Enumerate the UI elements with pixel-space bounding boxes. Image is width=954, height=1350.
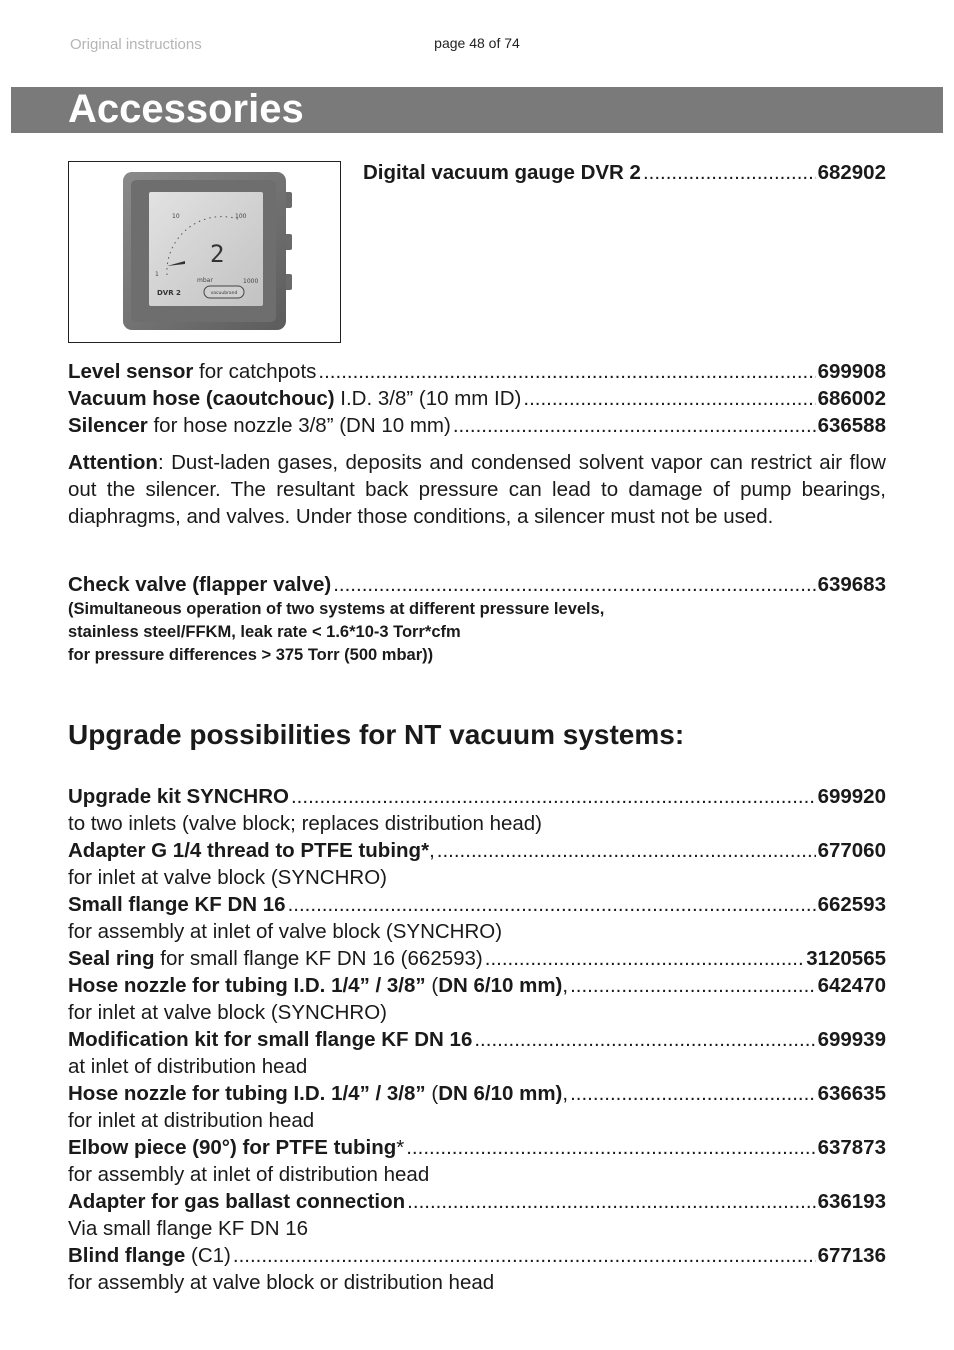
- list-item: [68, 412, 886, 439]
- item-description: for assembly at valve block or distribution head: [68, 1271, 495, 1294]
- gauge-item: [363, 159, 886, 186]
- gauge-scale-label: 10: [172, 213, 180, 220]
- dot-leader: [570, 972, 815, 999]
- item-name: DN 6/10 mm): [438, 1082, 563, 1105]
- item-number: 682902: [817, 161, 886, 184]
- list-item: [68, 1080, 886, 1107]
- item-description: (C1): [185, 1244, 231, 1267]
- item-description: for inlet at valve block (SYNCHRO): [68, 866, 387, 889]
- list-item: [68, 385, 886, 412]
- item-name: Adapter G 1/4 thread to PTFE tubing*: [68, 839, 430, 862]
- upgrade-list: [68, 783, 886, 1296]
- item-number: 699908: [817, 360, 886, 383]
- item-description: *: [396, 1136, 405, 1159]
- item-number: 636635: [817, 1082, 886, 1105]
- item-number: 636193: [817, 1190, 886, 1213]
- item-description: (: [425, 1082, 439, 1105]
- list-item: [68, 1026, 886, 1053]
- list-item: [68, 1188, 886, 1215]
- item-description: for inlet at valve block (SYNCHRO): [68, 1001, 387, 1024]
- item-number: 686002: [817, 387, 886, 410]
- item-name: DN 6/10 mm): [438, 974, 563, 997]
- item-number: 3120565: [806, 947, 886, 970]
- header-document-type: Original instructions: [70, 36, 202, 53]
- check-valve-item: [68, 571, 886, 667]
- item-name: Vacuum hose (caoutchouc): [68, 387, 335, 410]
- dot-leader: [570, 1080, 815, 1107]
- list-item: [68, 837, 886, 864]
- dot-leader: [407, 1188, 815, 1215]
- item-description: ,: [562, 974, 569, 997]
- section-title: Accessories: [68, 87, 304, 131]
- gauge-scale-label: 100: [235, 213, 247, 220]
- dot-leader: [288, 891, 816, 918]
- gauge-brand-label: vacuubrand: [210, 291, 238, 296]
- item-description: ,: [429, 839, 435, 862]
- dot-leader: [333, 571, 815, 598]
- gauge-scale-label: 1: [155, 271, 159, 278]
- item-number: 699939: [817, 1028, 886, 1051]
- item-number: 699920: [817, 785, 886, 808]
- list-item: [68, 1134, 886, 1161]
- accessory-list: [68, 358, 886, 439]
- section-title-bar: [11, 87, 943, 133]
- dot-leader: [643, 159, 816, 186]
- vacuum-gauge-illustration: [69, 162, 340, 342]
- item-description: for assembly at inlet of distribution head: [68, 1163, 430, 1186]
- dot-leader: [523, 385, 815, 412]
- attention-label: Attention: [68, 451, 158, 474]
- list-item: [363, 159, 886, 186]
- gauge-digit: 2: [210, 240, 225, 268]
- dot-leader: [437, 837, 816, 864]
- item-description: at inlet of distribution head: [68, 1055, 308, 1078]
- dot-leader: [318, 358, 815, 385]
- item-note: for pressure differences > 375 Torr (500 mbar)): [68, 646, 434, 664]
- attention-note: [68, 449, 886, 530]
- attention-text: : Dust-laden gases, deposits and condensed solvent vapor can restrict air flow out the silencer. The resultant back pressure can lead to damage of pump bearings, diaphragms, and valves. Under those conditions, a silencer must not be used.: [68, 451, 886, 528]
- header-page-number: page 48 of 74: [434, 35, 520, 51]
- dot-leader: [485, 945, 804, 972]
- item-number: 677136: [817, 1244, 886, 1267]
- item-name: Upgrade kit SYNCHRO: [68, 785, 289, 808]
- item-name: Blind flange: [68, 1244, 186, 1267]
- list-item: [68, 783, 886, 810]
- item-name: Hose nozzle for tubing I.D. 1/4” / 3/8”: [68, 1082, 426, 1105]
- item-description: (: [425, 974, 439, 997]
- item-name: Small flange KF DN 16: [68, 893, 286, 916]
- gauge-model-label: DVR 2: [157, 289, 181, 297]
- item-name: Hose nozzle for tubing I.D. 1/4” / 3/8”: [68, 974, 426, 997]
- item-name: Modification kit for small flange KF DN 16: [68, 1028, 473, 1051]
- item-number: 662593: [817, 893, 886, 916]
- item-note: stainless steel/FFKM, leak rate < 1.6*10-3 Torr*cfm: [68, 623, 461, 641]
- dot-leader: [233, 1242, 816, 1269]
- item-name: Adapter for gas ballast connection: [68, 1190, 406, 1213]
- list-item: [68, 1242, 886, 1269]
- item-name: Seal ring: [68, 947, 155, 970]
- item-description: for small flange KF DN 16 (662593): [154, 947, 483, 970]
- item-description: for catchpots: [193, 360, 317, 383]
- item-name: Digital vacuum gauge DVR 2: [363, 161, 641, 184]
- list-item: [68, 945, 886, 972]
- item-description: I.D. 3/8” (10 mm ID): [334, 387, 522, 410]
- gauge-unit: mbar: [197, 277, 213, 284]
- item-name: Silencer: [68, 414, 148, 437]
- item-name: Check valve (flapper valve): [68, 573, 332, 596]
- list-item: [68, 571, 886, 598]
- dot-leader: [291, 783, 816, 810]
- dot-leader: [474, 1026, 815, 1053]
- item-description: Via small flange KF DN 16: [68, 1217, 309, 1240]
- item-name: Level sensor: [68, 360, 194, 383]
- dot-leader: [453, 412, 816, 439]
- list-item: [68, 358, 886, 385]
- item-number: 677060: [817, 839, 886, 862]
- dot-leader: [406, 1134, 815, 1161]
- item-description: ,: [562, 1082, 569, 1105]
- item-number: 637873: [817, 1136, 886, 1159]
- gauge-scale-label: 1000: [243, 278, 259, 285]
- item-number: 642470: [817, 974, 886, 997]
- list-item: [68, 972, 886, 999]
- item-number: 636588: [817, 414, 886, 437]
- gauge-photo: [68, 161, 341, 343]
- item-description: for hose nozzle 3/8” (DN 10 mm): [147, 414, 451, 437]
- list-item: [68, 891, 886, 918]
- item-description: for inlet at distribution head: [68, 1109, 315, 1132]
- item-description: to two inlets (valve block; replaces distribution head): [68, 812, 543, 835]
- item-note: (Simultaneous operation of two systems at different pressure levels,: [68, 600, 605, 618]
- upgrade-heading: Upgrade possibilities for NT vacuum systems:: [68, 719, 685, 750]
- item-description: for assembly at inlet of valve block (SYNCHRO): [68, 920, 503, 943]
- item-number: 639683: [817, 573, 886, 596]
- item-name: Elbow piece (90°) for PTFE tubing: [68, 1136, 397, 1159]
